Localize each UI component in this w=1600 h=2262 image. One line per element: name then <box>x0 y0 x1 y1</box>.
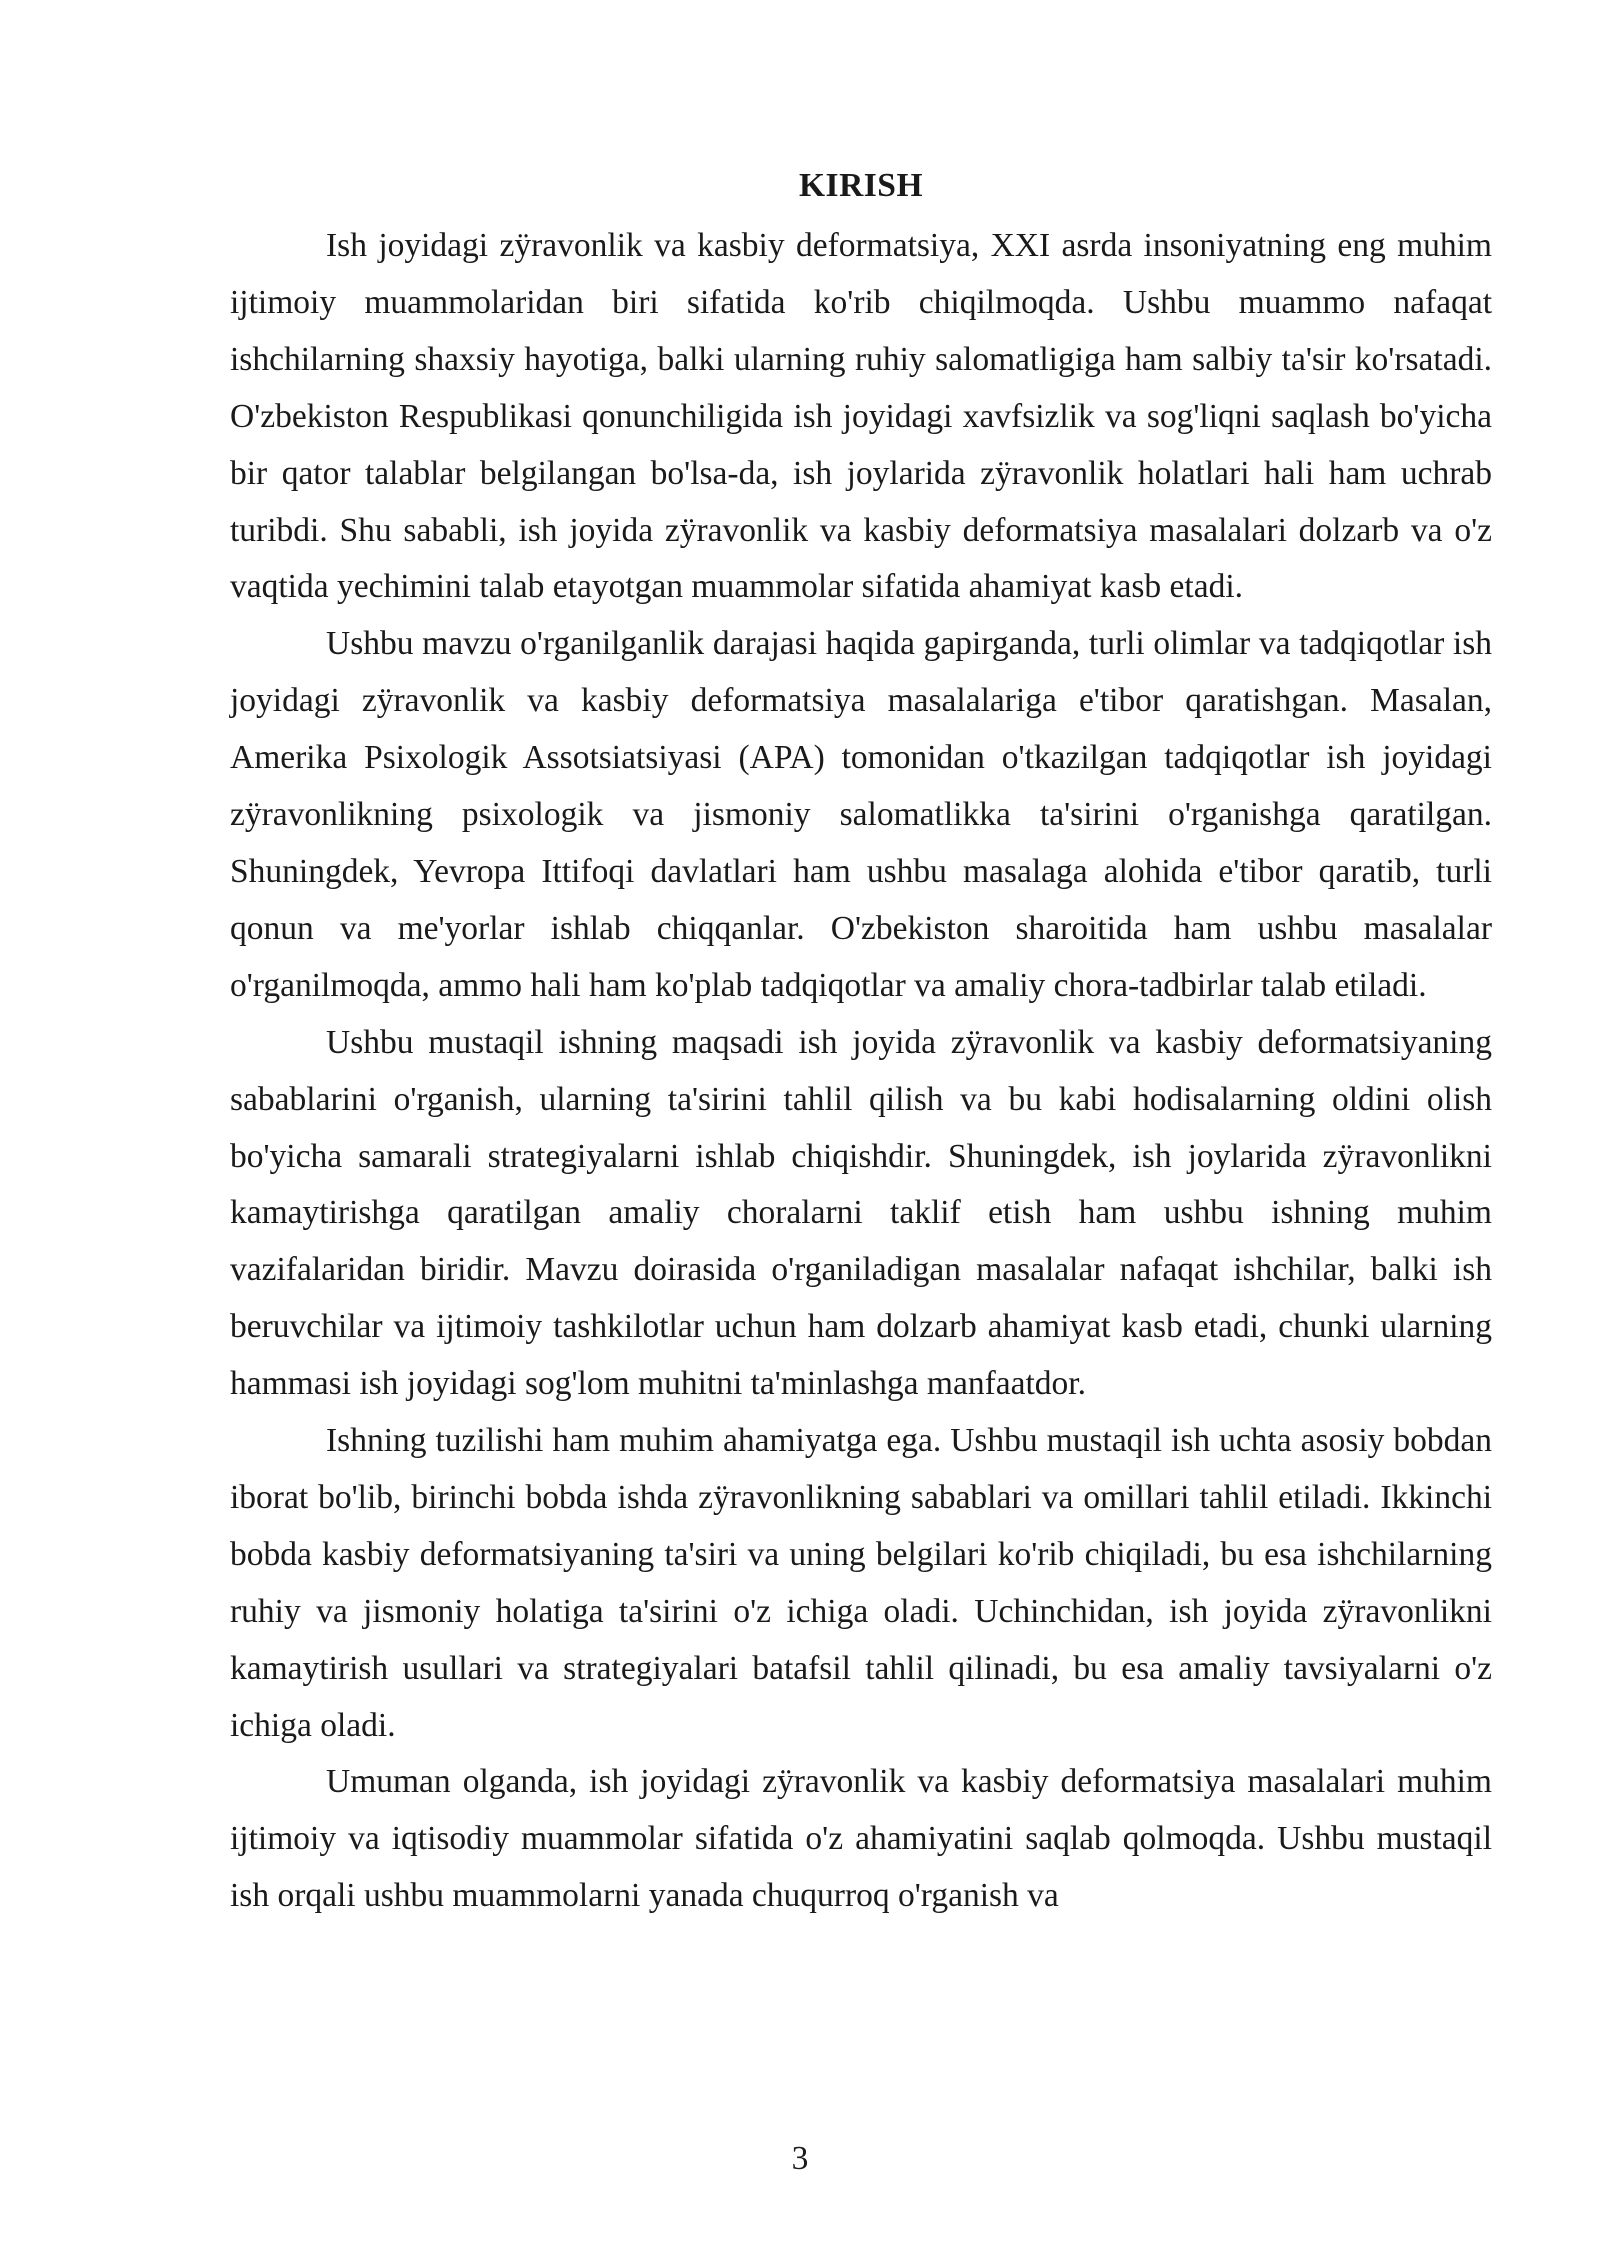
paragraph: Umuman olganda, ish joyidagi zÿravonlik va kasbiy deformatsiya masalalari muhim ijtimoiy va iqtisodiy muammolar sifatida o'z ahamiyatini saqlab qolmoqda. Ushbu mustaqil ish orqali ushbu muammolarni yanada chuqurroq o'rganish va <box>230 1763 1492 1915</box>
paragraph: Ish joyidagi zÿravonlik va kasbiy deformatsiya, XXI asrda insoniyatning eng muhim ijtimoiy muammolaridan biri sifatida ko'rib chiqilmoqda. Ushbu muammo nafaqat ishchilarning shaxsiy hayotiga, balki ularning ruhiy salomatligiga ham salbiy ta'sir ko'rsatadi. O'zbekiston Respublikasi qonunchiligida ish joyidagi xavfsizlik va sog'liqni saqlash bo'yicha bir qator talablar belgilangan bo'lsa-da, ish joylarida zÿravonlik holatlari hali ham uchrab turibdi. Shu sababli, ish joyida zÿravonlik va kasbiy deformatsiya masalalari dolzarb va o'z vaqtida yechimini talab etayotgan muammolar sifatida ahamiyat kasb etadi. <box>230 227 1492 606</box>
page-number: 3 <box>791 2140 809 2177</box>
paragraph: Ishning tuzilishi ham muhim ahamiyatga ega. Ushbu mustaqil ish uchta asosiy bobdan iborat bo'lib, birinchi bobda ishda zÿravonlikning sabablari va omillari tahlil etiladi. Ikkinchi bobda kasbiy deformatsiyaning ta'siri va uning belgilari ko'rib chiqiladi, bu esa ishchilarning ruhiy va jismoniy holatiga ta'sirini o'z ichiga oladi. Uchinchidan, ish joyida zÿravonlikni kamaytirish usullari va strategiyalari batafsil tahlil qilinadi, bu esa amaliy tavsiyalarni o'z ichiga oladi. <box>230 1422 1492 1744</box>
section-title: KIRISH <box>798 167 923 204</box>
page-content <box>230 162 1492 1925</box>
paragraph: Ushbu mustaqil ishning maqsadi ish joyida zÿravonlik va kasbiy deformatsiyaning sabablarini o'rganish, ularning ta'sirini tahlil qilish va bu kabi hodisalarning oldini olish bo'yicha samarali strategiyalarni ishlab chiqishdir. Shuningdek, ish joylarida zÿravonlikni kamaytirishga qaratilgan amaliy choralarni taklif etish ham ushbu ishning muhim vazifalaridan biridir. Mavzu doirasida o'rganiladigan masalalar nafaqat ishchilar, balki ish beruvchilar va ijtimoiy tashkilotlar uchun ham dolzarb ahamiyat kasb etadi, chunki ularning hammasi ish joyidagi sog'lom muhitni ta'minlashga manfaatdor. <box>230 1023 1492 1403</box>
paragraph: Ushbu mavzu o'rganilganlik darajasi haqida gapirganda, turli olimlar va tadqiqotlar ish joyidagi zÿravonlik va kasbiy deformatsiya masalalariga e'tibor qaratishgan. Masalan, Amerika Psixologik Assotsiatsiyasi (APA) tomonidan o'tkazilgan tadqiqotlar ish joyidagi zÿravonlikning psixologik va jismoniy salomatlikka ta'sirini o'rganishga qaratilgan. Shuningdek, Yevropa Ittifoqi davlatlari ham ushbu masalaga alohida e'tibor qaratib, turli qonun va me'yorlar ishlab chiqqanlar. O'zbekiston sharoitida ham ushbu masalalar o'rganilmoqda, ammo hali ham ko'plab tadqiqotlar va amaliy chora-tadbirlar talab etiladi. <box>230 625 1492 1004</box>
